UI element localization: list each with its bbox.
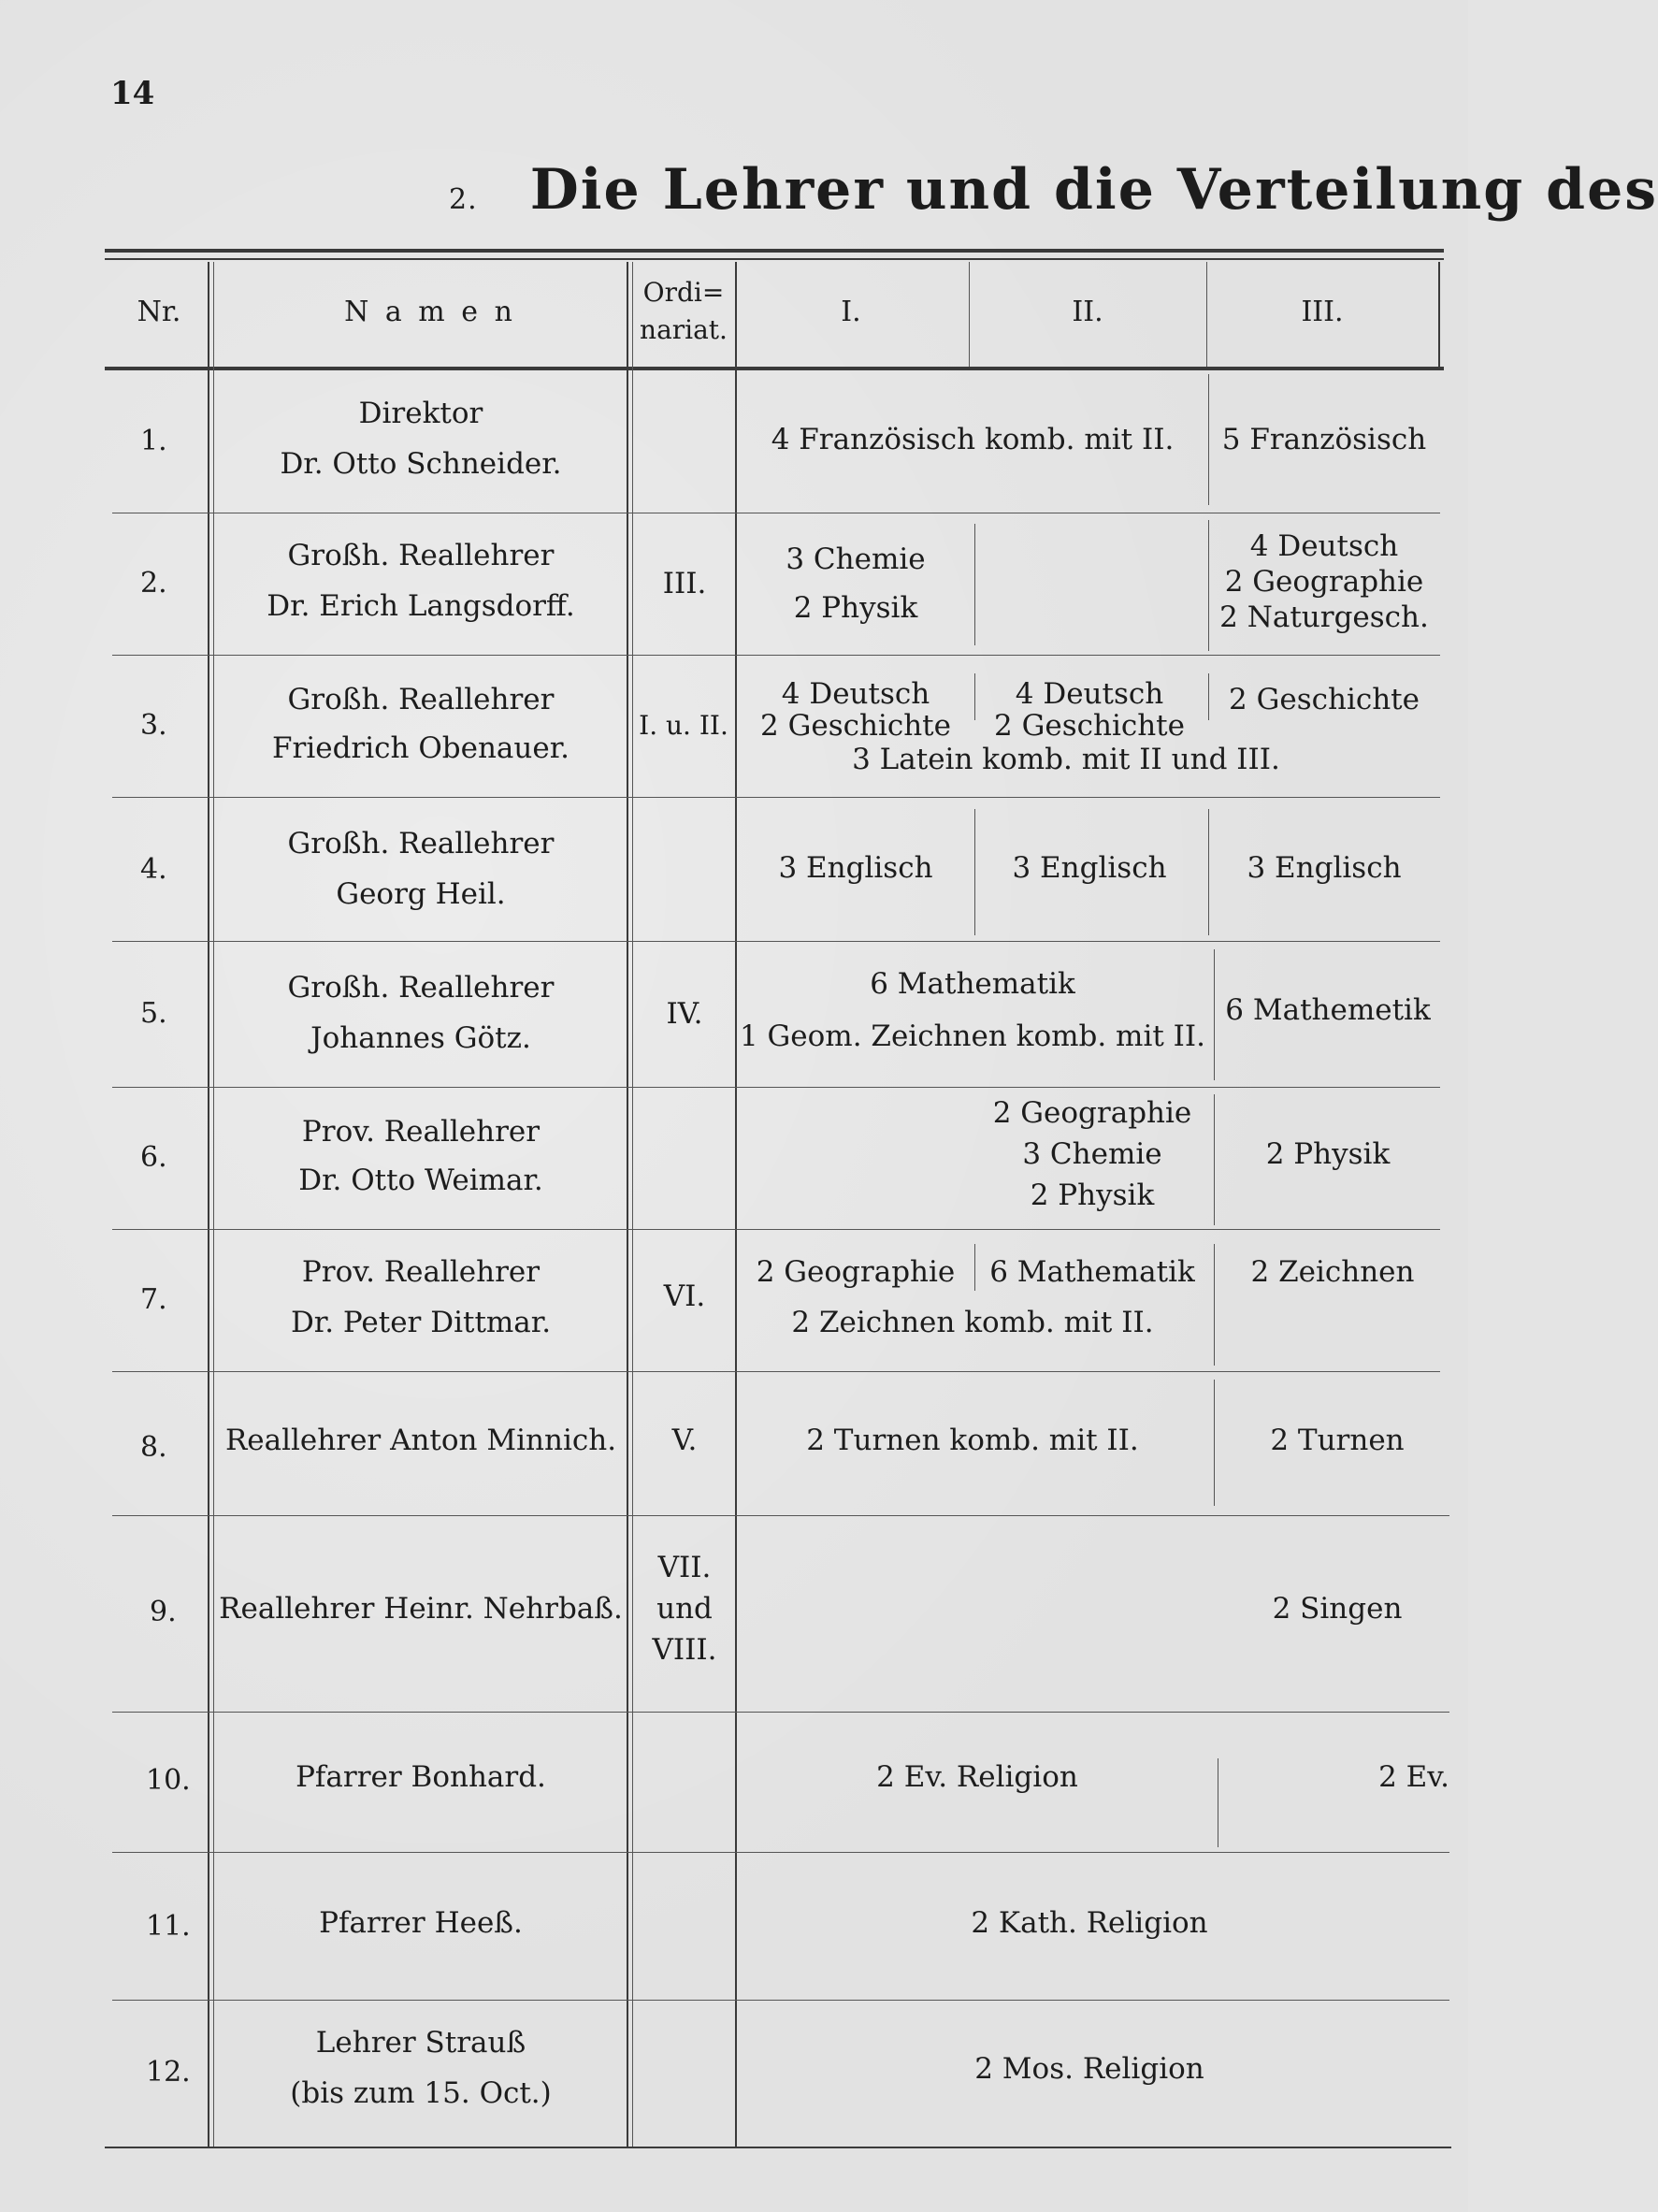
section-number: 2. — [449, 183, 478, 216]
section-title — [449, 157, 1658, 223]
col-sep-nr-inner — [213, 262, 214, 2147]
subject-cell: 2 Singen — [1272, 1592, 1403, 1626]
row-nr: 7. — [140, 1283, 167, 1316]
subject-cell: 5 Französisch — [1221, 423, 1427, 456]
subject-cell: 3 Chemie — [1022, 1137, 1162, 1171]
row-sep — [112, 2000, 1449, 2001]
subject-cell: 2 Geschichte — [760, 709, 951, 743]
col-sep-ord — [735, 262, 737, 2147]
cell-sep — [1208, 520, 1209, 651]
teacher-name: Prov. Reallehrer — [301, 1115, 541, 1149]
col-sep-name-inner — [632, 262, 633, 2147]
col-sep-2 — [1206, 262, 1207, 367]
ordinariat: III. — [662, 567, 707, 600]
teacher-name: Dr. Otto Schneider. — [280, 447, 562, 481]
teacher-name: Dr. Erich Langsdorff. — [267, 589, 575, 623]
subject-cell: 2 Zeichnen — [1250, 1255, 1415, 1289]
header-class-1: I. — [841, 296, 861, 328]
cell-sep — [1214, 1094, 1215, 1225]
col-sep-name — [627, 262, 628, 2147]
subject-cell-span: 2 Zeichnen komb. mit II. — [791, 1306, 1154, 1339]
cell-sep — [1214, 949, 1215, 1080]
subject-cell: 2 Physik — [1265, 1137, 1391, 1171]
ordinariat: VIII. — [652, 1633, 717, 1667]
subject-cell: 2 Naturgesch. — [1219, 600, 1429, 634]
subject-cell: 2 Geschichte — [1229, 683, 1420, 716]
header-namen: N a m e n — [344, 296, 516, 328]
subject-cell-span: 2 Mos. Religion — [974, 2052, 1204, 2086]
subject-cell-span: 2 Kath. Religion — [971, 1906, 1208, 1940]
cell-sep — [1208, 809, 1209, 935]
subject-cell: 3 Chemie — [786, 542, 926, 576]
teacher-name: Pfarrer Heeß. — [319, 1906, 523, 1940]
subject-cell: 2 Ev. Religion — [876, 1760, 1078, 1794]
row-nr: 12. — [146, 2056, 191, 2089]
header-ordinariat-1: Ordi= — [642, 277, 725, 308]
subject-cell-span: 3 Latein komb. mit II und III. — [852, 743, 1280, 776]
teacher-name: (bis zum 15. Oct.) — [290, 2076, 552, 2110]
row-nr: 5. — [140, 997, 167, 1030]
cell-sep — [974, 524, 975, 645]
row-sep — [112, 1087, 1440, 1088]
teacher-name: Lehrer Strauß — [315, 2026, 526, 2060]
row-nr: 3. — [140, 709, 167, 742]
subject-cell: 2 Geschichte — [994, 709, 1185, 743]
teacher-name: Johannes Götz. — [310, 1021, 531, 1055]
row-nr: 4. — [140, 853, 167, 886]
row-nr: 6. — [140, 1141, 167, 1174]
cell-sep — [1214, 1380, 1215, 1506]
ordinariat: I. u. II. — [639, 710, 728, 741]
ordinariat: V. — [671, 1424, 698, 1457]
subject-cell: 2 Physik — [1030, 1178, 1155, 1212]
table-bottom-rule — [105, 2147, 1451, 2148]
subject-cell: 6 Mathematik — [989, 1255, 1195, 1289]
subject-cell: 3 Englisch — [1012, 851, 1167, 885]
row-sep — [112, 1712, 1449, 1713]
subject-cell: 4 Französisch komb. mit II. — [771, 423, 1175, 456]
col-sep-1 — [969, 262, 970, 367]
row-nr: 8. — [140, 1431, 167, 1464]
ordinariat: IV. — [666, 997, 703, 1031]
table-top-rule — [105, 249, 1444, 253]
row-sep — [112, 655, 1440, 656]
header-bottom-rule — [105, 367, 1444, 370]
row-sep — [112, 1371, 1440, 1372]
row-nr: 2. — [140, 567, 167, 600]
table-top-rule-inner — [105, 258, 1444, 260]
subject-cell: 3 Englisch — [778, 851, 933, 885]
page-number: 14 — [110, 75, 155, 112]
teacher-name: Großh. Reallehrer — [287, 971, 555, 1005]
cell-sep — [1208, 673, 1209, 720]
teacher-name: Prov. Reallehrer — [301, 1255, 541, 1289]
header-nr: Nr. — [137, 296, 181, 328]
subject-cell: 2 Ev. — [1378, 1760, 1449, 1794]
teacher-name: Georg Heil. — [336, 877, 506, 911]
row-sep — [112, 1515, 1449, 1516]
subject-cell: 2 Geographie — [992, 1096, 1192, 1130]
teacher-name: Reallehrer Anton Minnich. — [224, 1424, 617, 1457]
subject-cell: 4 Deutsch — [1249, 529, 1399, 563]
teacher-name: Großh. Reallehrer — [287, 827, 555, 860]
subject-cell: 4 Deutsch — [1015, 677, 1164, 711]
row-sep — [112, 1229, 1440, 1230]
header-class-2: II. — [1072, 296, 1103, 328]
subject-cell: 1 Geom. Zeichnen komb. mit II. — [739, 1019, 1206, 1053]
subject-cell: 6 Mathemetik — [1225, 993, 1431, 1027]
row-sep — [112, 797, 1440, 798]
col-sep-3 — [1438, 262, 1440, 367]
subject-cell: 3 Englisch — [1247, 851, 1402, 885]
header-ordinariat-2: nariat. — [640, 314, 728, 345]
cell-sep — [1208, 374, 1209, 505]
teacher-name: Dr. Peter Dittmar. — [290, 1306, 552, 1339]
teacher-name: Pfarrer Bonhard. — [296, 1760, 546, 1794]
row-nr: 9. — [150, 1596, 177, 1628]
subject-cell: 2 Physik — [793, 591, 918, 625]
teacher-name: Dr. Otto Weimar. — [298, 1164, 543, 1197]
row-nr: 10. — [146, 1764, 191, 1797]
teacher-name: Friedrich Obenauer. — [272, 731, 569, 765]
row-sep — [112, 1852, 1449, 1853]
subject-cell: 6 Mathematik — [870, 967, 1075, 1001]
subject-cell: 2 Turnen komb. mit II. — [806, 1424, 1139, 1457]
col-sep-nr — [208, 262, 209, 2147]
teacher-name: Direktor — [358, 397, 483, 430]
ordinariat: und — [656, 1592, 713, 1626]
row-nr: 1. — [140, 425, 167, 457]
ordinariat: VI. — [663, 1279, 706, 1313]
ordinariat: VII. — [657, 1551, 712, 1584]
header-class-3: III. — [1301, 296, 1344, 328]
section-title-text: Die Lehrer und die Verteilung des — [529, 157, 1658, 223]
teacher-name: Reallehrer Heinr. Nehrbaß. — [219, 1592, 623, 1626]
row-nr: 11. — [146, 1910, 191, 1943]
teacher-name: Großh. Reallehrer — [287, 683, 555, 716]
cell-sep — [1214, 1244, 1215, 1366]
subject-cell: 2 Turnen — [1270, 1424, 1405, 1457]
subject-cell: 2 Geographie — [756, 1255, 956, 1289]
teacher-name: Großh. Reallehrer — [287, 539, 555, 572]
subject-cell: 2 Geographie — [1224, 565, 1424, 599]
subject-cell: 4 Deutsch — [781, 677, 930, 711]
row-sep — [112, 941, 1440, 942]
